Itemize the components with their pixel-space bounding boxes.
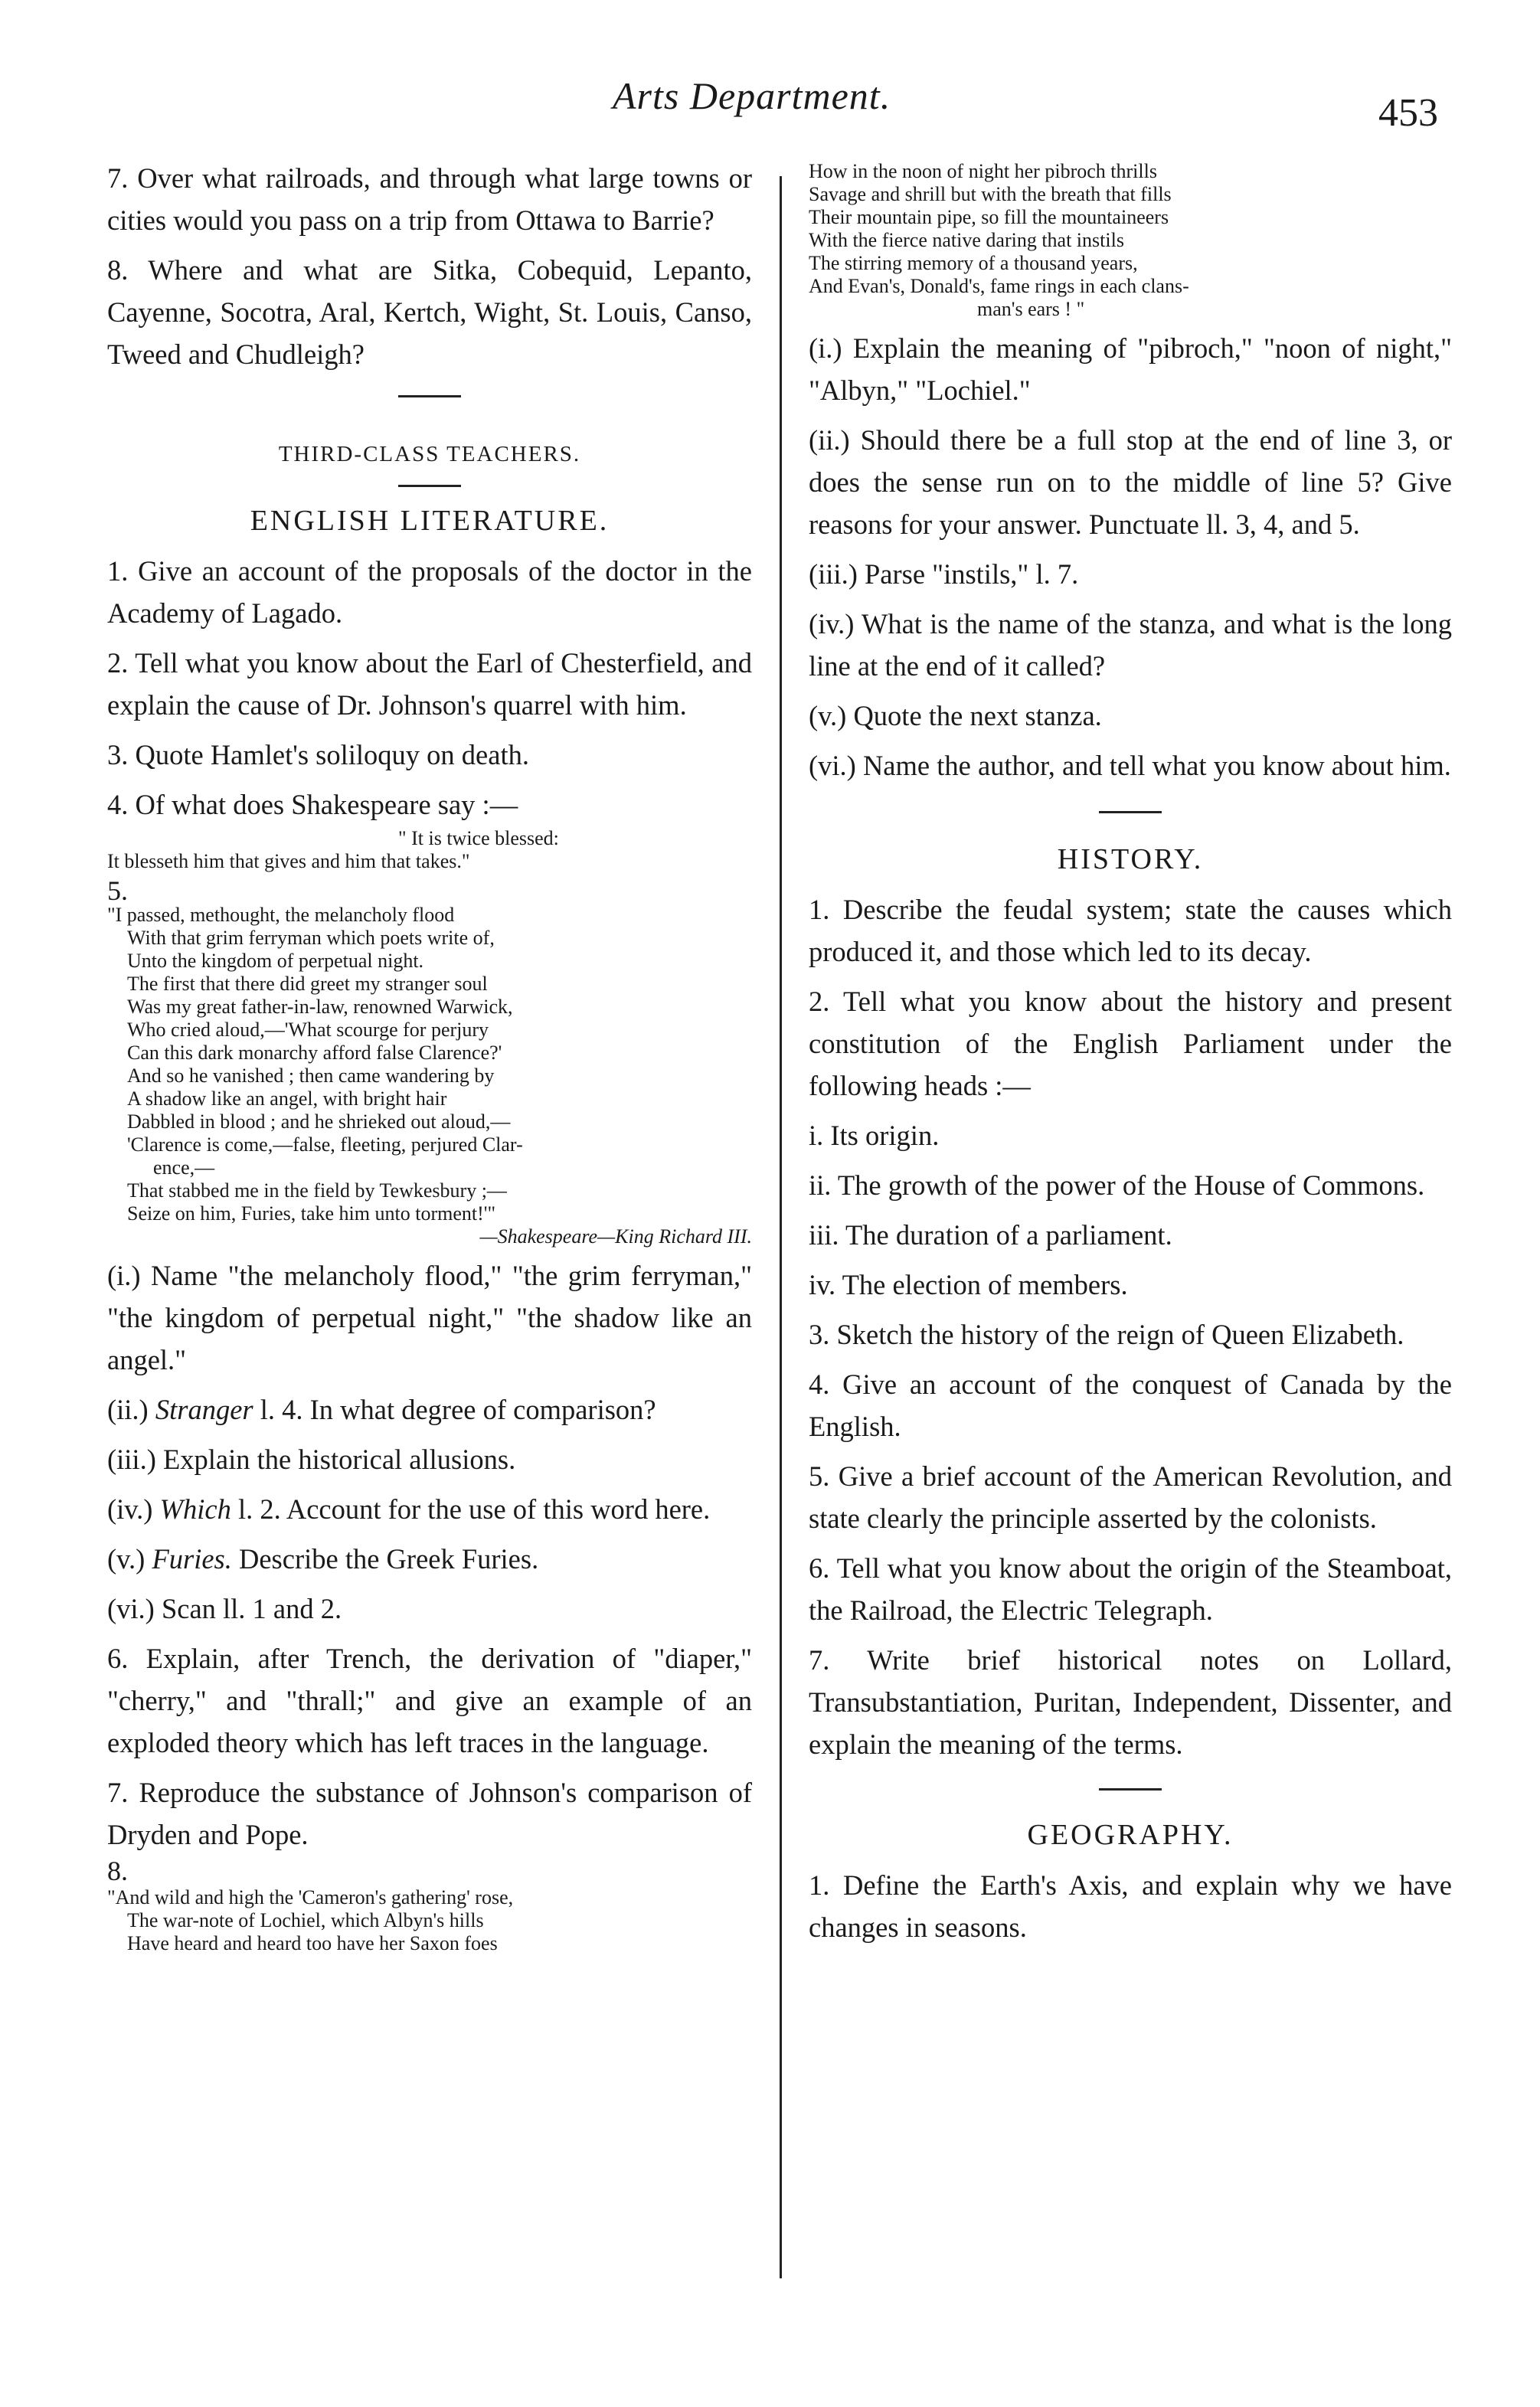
question-history-3: 3. Sketch the history of the reign of Queen Elizabeth. [809,1319,1404,1350]
question-history-5: 5. Give a brief account of the American Revolution, and state clearly the principle asserted by the colonists. [809,1460,1452,1534]
section-divider [398,395,461,397]
poem-line: With that grim ferryman which poets write of, [127,927,495,949]
poem-line: A shadow like an angel, with bright hair [127,1087,447,1110]
italic-term: Which [159,1493,231,1525]
subquestion-text: l. 2. Account for the use of this word here. [231,1493,711,1525]
subquestion-i: (i.) Explain the meaning of "pibroch," "noon of night," "Albyn," "Lochiel." [809,332,1452,406]
poem-line: 'Clarence is come,—false, fleeting, perjured Clar- [127,1133,523,1156]
subquestion-ii [107,1388,752,1431]
subquestion-prefix: (ii.) [107,1394,155,1425]
poem-line: "I passed, methought, the melancholy flood [107,904,455,926]
subquestion-i: (i.) Name "the melancholy flood," "the grim ferryman," "the kingdom of perpetual night," "the shadow like an angel." [107,1260,752,1375]
subquestion-prefix: (iv.) [107,1493,160,1525]
question-history-2-ii: ii. The growth of the power of the House of Commons. [809,1169,1425,1201]
question-history-2-iv: iv. The election of members. [809,1269,1128,1300]
poem-line: With the fierce native daring that instils [809,229,1124,251]
question-history-6: 6. Tell what you know about the origin of the Steamboat, the Railroad, the Electric Telegraph. [809,1552,1452,1626]
section-title-english-literature: ENGLISH LITERATURE. [250,505,610,537]
question-literature-1: 1. Give an account of the proposals of the doctor in the Academy of Lagado. [107,555,752,629]
subquestion-vi: (vi.) Name the author, and tell what you know about him. [809,750,1451,781]
poem-line: ence,— [153,1156,215,1179]
question-history-2-iii: iii. The duration of a parliament. [809,1219,1172,1251]
poem-line: The first that there did greet my stranger soul [127,973,488,995]
quote-line: " It is twice blessed: [398,827,559,849]
subquestion-prefix: (v.) [107,1543,152,1575]
question-history-2: 2. Tell what you know about the history and present constitution of the English Parliament under the following heads :— [809,986,1452,1101]
poem-line: Was my great father-in-law, renowned Warwick, [127,996,513,1018]
question-history-2-i: i. Its origin. [809,1120,940,1151]
poem-line: That stabbed me in the field by Tewkesbury ;— [127,1179,507,1202]
question-geography-1: 1. Define the Earth's Axis, and explain why we have changes in seasons. [809,1869,1452,1943]
section-divider [398,485,461,487]
section-title-geography: GEOGRAPHY. [1027,1819,1234,1851]
question-literature-7: 7. Reproduce the substance of Johnson's comparison of Dryden and Pope. [107,1777,752,1850]
subquestion-iii: (iii.) Explain the historical allusions. [107,1444,516,1475]
page-number: 453 [1378,91,1438,135]
poem-line: Who cried aloud,—'What scourge for perjury [127,1019,489,1041]
column-divider [780,176,782,2278]
poem-line: Their mountain pipe, so fill the mountaineers [809,206,1169,228]
question-literature-8-number: 8. [107,1856,128,1886]
section-title-history: HISTORY. [1057,843,1204,875]
running-head: Arts Department. [613,74,891,117]
question-literature-6: 6. Explain, after Trench, the derivation of "diaper," "cherry," and "thrall;" and give an example of an exploded theory which has left traces in the language. [107,1643,752,1758]
subquestion-v [107,1538,752,1580]
question-history-4: 4. Give an account of the conquest of Canada by the English. [809,1369,1452,1442]
poem-line: Have heard and heard too have her Saxon foes [127,1932,498,1954]
section-divider [1099,1788,1162,1791]
poem-line: man's ears ! " [977,298,1085,320]
subquestion-v: (v.) Quote the next stanza. [809,700,1102,731]
question-history-1: 1. Describe the feudal system; state the causes which produced it, and those which led to its decay. [809,894,1452,967]
right-column [809,157,1452,1956]
poem-block [107,904,752,1248]
italic-term: Stranger [155,1394,253,1425]
poem-line: Unto the kingdom of perpetual night. [127,950,424,972]
subquestion-iv [107,1488,752,1530]
poem-block [107,1886,752,1955]
section-divider [1099,811,1162,813]
section-label: THIRD-CLASS TEACHERS. [278,442,581,466]
italic-term: Furies. [152,1543,232,1575]
left-column [107,157,752,1961]
poem-line: Seize on him, Furies, take him unto torment!'" [127,1202,496,1225]
question-literature-3: 3. Quote Hamlet's soliloquy on death. [107,739,529,770]
question-literature-2: 2. Tell what you know about the Earl of Chesterfield, and explain the cause of Dr. Johnson's quarrel with him. [107,647,752,721]
poem-line: And so he vanished ; then came wandering by [127,1065,495,1087]
subquestion-ii: (ii.) Should there be a full stop at the end of line 3, or does the sense run on to the middle of line 5? Give reasons for your answer. Punctuate ll. 3, 4, and 5. [809,424,1452,540]
poem-line: Dabbled in blood ; and he shrieked out aloud,— [127,1110,511,1133]
subquestion-vi: (vi.) Scan ll. 1 and 2. [107,1593,342,1624]
poem-line: How in the noon of night her pibroch thrills [809,160,1157,182]
question-history-7: 7. Write brief historical notes on Lollard, Transubstantiation, Puritan, Independent, Dissenter, and explain the meaning of the terms. [809,1644,1452,1760]
poem-line: The war-note of Lochiel, which Albyn's hills [127,1909,484,1931]
subquestion-text: l. 4. In what degree of comparison? [253,1394,656,1425]
subquestion-text: Describe the Greek Furies. [231,1543,539,1575]
quote-line: It blesseth him that gives and him that takes." [107,850,470,872]
poem-line: The stirring memory of a thousand years, [809,252,1138,274]
poem-line: "And wild and high the 'Cameron's gathering' rose, [107,1886,514,1908]
poem-line: And Evan's, Donald's, fame rings in each clans- [809,275,1189,297]
question-literature-4: 4. Of what does Shakespeare say :— [107,789,518,820]
poem-block [809,160,1452,321]
question-literature-5-number: 5. [107,875,128,906]
poem-line: Can this dark monarchy afford false Clarence?' [127,1042,502,1064]
question-geography-7: 7. Over what railroads, and through what large towns or cities would you pass on a trip from Ottawa to Barrie? [107,162,752,236]
question-geography-8: 8. Where and what are Sitka, Cobequid, Lepanto, Cayenne, Socotra, Aral, Kertch, Wight, St. Louis, Canso, Tweed and Chudleigh? [107,254,752,370]
poem-line: Savage and shrill but with the breath that fills [809,183,1172,205]
subquestion-iv: (iv.) What is the name of the stanza, and what is the long line at the end of it called? [809,608,1452,682]
quote-block [107,827,752,873]
poem-source: —Shakespeare—King Richard III. [479,1225,752,1248]
subquestion-iii: (iii.) Parse "instils," l. 7. [809,558,1079,590]
